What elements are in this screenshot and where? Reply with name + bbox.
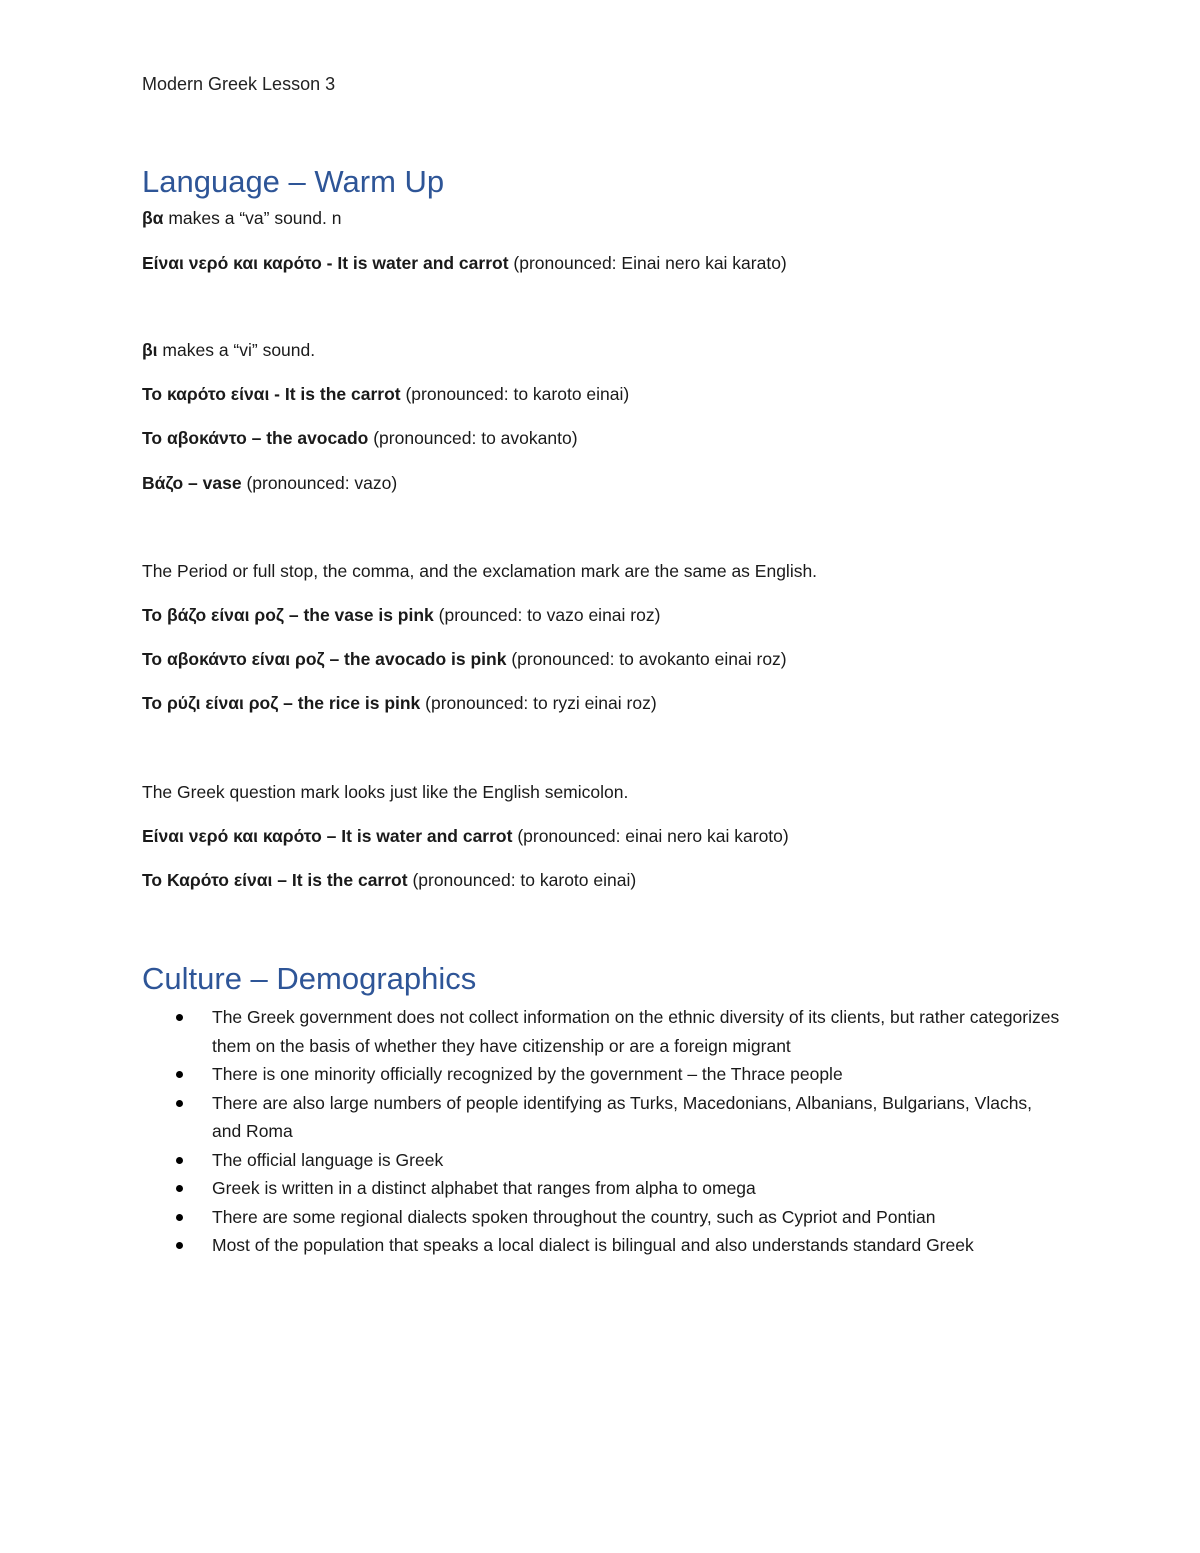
lesson-line: Το Καρότο είναι – It is the carrot (pronounced: to karoto einai)	[142, 870, 637, 890]
section-heading-culture: Culture – Demographics	[142, 961, 477, 996]
english-text: It is water and carrot	[337, 253, 509, 273]
greek-text: Είναι νερό και καρότο	[142, 253, 322, 273]
english-text: It is the carrot	[284, 384, 401, 404]
bullet-icon	[176, 1071, 183, 1078]
greek-text: Το καρότο είναι	[142, 384, 270, 404]
bullet-icon	[176, 1100, 183, 1107]
pronunciation-text: makes a “va” sound. n	[163, 208, 342, 228]
english-text: the avocado	[266, 428, 369, 448]
pronunciation-text: (pronounced: to avokanto einai roz)	[506, 649, 787, 669]
greek-text: Είναι νερό και καρότο	[142, 826, 322, 846]
english-text: the rice is pink	[297, 693, 421, 713]
note-text: The Greek question mark looks just like the English semicolon.	[142, 782, 629, 802]
pronunciation-text: (pronounced: to ryzi einai roz)	[420, 693, 657, 713]
note-text: The Period or full stop, the comma, and the exclamation mark are the same as English.	[142, 561, 818, 581]
pronunciation-text: (pronounced: to karoto einai)	[407, 870, 637, 890]
lesson-line	[142, 560, 817, 582]
lesson-line: Το αβοκάντο είναι ροζ – the avocado is pink (pronounced: to avokanto einai roz)	[142, 649, 787, 669]
bullet-icon	[176, 1157, 183, 1164]
list-item: There is one minority officially recognized by the government – the Thrace people	[142, 1060, 1062, 1089]
lesson-line: Είναι νερό και καρότο - It is water and carrot (pronounced: Einai nero kai karato)	[142, 253, 787, 273]
greek-text: Το αβοκάντο είναι ροζ	[142, 649, 325, 669]
list-item: The official language is Greek	[142, 1146, 1062, 1175]
list-item: There are also large numbers of people identifying as Turks, Macedonians, Albanians, Bulgarians, Vlachs, and Roma	[142, 1089, 1062, 1146]
pronunciation-text: (prounced: to vazo einai roz)	[433, 605, 661, 625]
english-text: It is the carrot	[291, 870, 408, 890]
greek-text: Το βάζο είναι ροζ	[142, 605, 284, 625]
lesson-line: Το καρότο είναι - It is the carrot (pronounced: to karoto einai)	[142, 384, 630, 404]
pronunciation-text: (pronounced: to avokanto)	[368, 428, 578, 448]
english-text: It is water and carrot	[341, 826, 513, 846]
pronunciation-text: makes a “vi” sound.	[157, 340, 316, 360]
section-heading-language: Language – Warm Up	[142, 164, 445, 199]
greek-text: βι	[142, 340, 158, 360]
lesson-line: Το αβοκάντο – the avocado (pronounced: to avokanto)	[142, 428, 578, 448]
greek-text: Το Καρότο είναι	[142, 870, 273, 890]
bullet-icon	[176, 1185, 183, 1192]
pronunciation-text: (pronounced: to karoto einai)	[400, 384, 630, 404]
pronunciation-text: (pronounced: einai nero kai karoto)	[512, 826, 789, 846]
lesson-line	[142, 339, 315, 361]
pronunciation-text: (pronounced: Einai nero kai karato)	[508, 253, 787, 273]
list-item: There are some regional dialects spoken throughout the country, such as Cypriot and Pontian	[142, 1203, 1062, 1232]
bullet-icon	[176, 1214, 183, 1221]
greek-text: Βάζο	[142, 473, 184, 493]
pronunciation-text: (pronounced: vazo)	[241, 473, 398, 493]
page-header: Modern Greek Lesson 3	[142, 74, 336, 94]
greek-text: βα	[142, 208, 164, 228]
bullet-icon	[176, 1014, 183, 1021]
list-item: Most of the population that speaks a local dialect is bilingual and also understands standard Greek	[142, 1231, 1062, 1260]
lesson-line: Το βάζο είναι ροζ – the vase is pink (prounced: to vazo einai roz)	[142, 605, 661, 625]
greek-text: Το ρύζι είναι ροζ	[142, 693, 279, 713]
english-text: vase	[202, 473, 242, 493]
bullet-icon	[176, 1242, 183, 1249]
lesson-line	[142, 207, 341, 229]
english-text: the avocado is pink	[344, 649, 507, 669]
lesson-line	[142, 781, 628, 803]
greek-text: Το αβοκάντο	[142, 428, 247, 448]
demographics-list	[142, 1003, 1062, 1260]
list-item: The Greek government does not collect information on the ethnic diversity of its clients, but rather categorizes them on the basis of whether they have citizenship or are a foreign migrant	[142, 1003, 1062, 1060]
list-item: Greek is written in a distinct alphabet that ranges from alpha to omega	[142, 1174, 1062, 1203]
lesson-line: Βάζο – vase (pronounced: vazo)	[142, 473, 398, 493]
lesson-line: Το ρύζι είναι ροζ – the rice is pink (pronounced: to ryzi einai roz)	[142, 693, 657, 713]
lesson-line: Είναι νερό και καρότο – It is water and carrot (pronounced: einai nero kai karoto)	[142, 826, 789, 846]
english-text: the vase is pink	[303, 605, 434, 625]
